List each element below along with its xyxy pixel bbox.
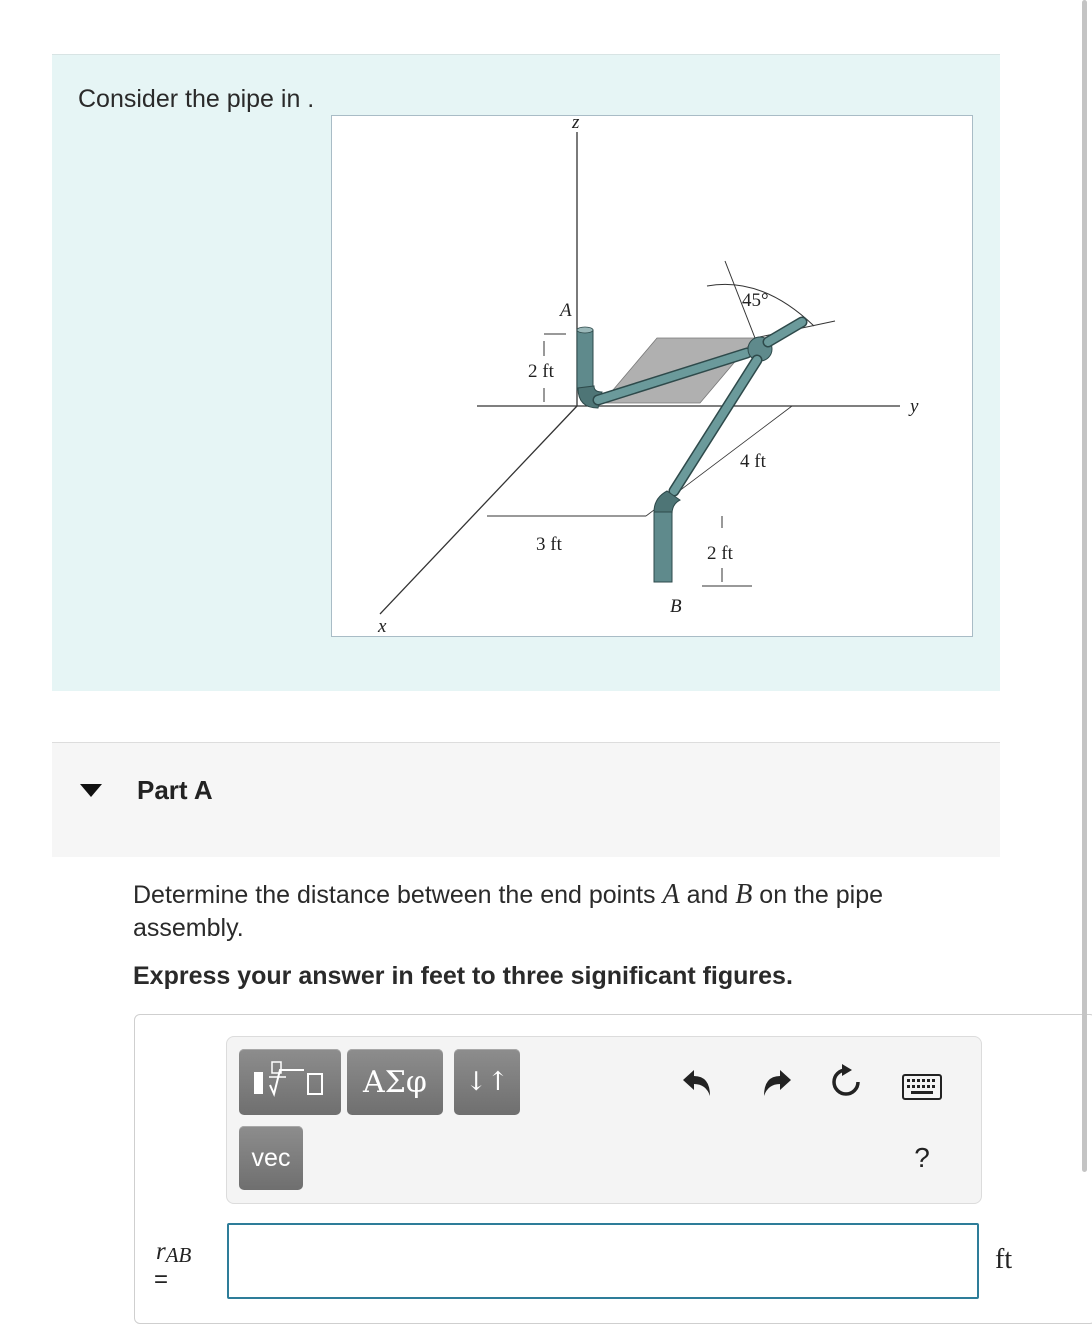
- label-4ft: 4 ft: [740, 451, 766, 472]
- label-z: z: [572, 116, 580, 133]
- question-part: and: [679, 881, 736, 909]
- answer-variable-label: [156, 1238, 191, 1266]
- var-main: r: [156, 1238, 166, 1265]
- vec-label: vec: [251, 1143, 291, 1172]
- pipe-segment-a: [577, 330, 593, 390]
- label-2ft-bottom: 2 ft: [707, 543, 733, 564]
- undo-icon[interactable]: [680, 1064, 716, 1100]
- answer-input[interactable]: [227, 1223, 979, 1299]
- problem-text: Consider the pipe in .: [78, 85, 315, 113]
- help-button[interactable]: ?: [914, 1142, 930, 1173]
- instruction-text: Express your answer in feet to three significant figures.: [133, 962, 793, 990]
- var-sub: AB: [165, 1243, 192, 1267]
- pipe-end-a: [577, 327, 593, 333]
- part-title: Part A: [137, 775, 213, 805]
- pipe-stub-fill: [768, 322, 802, 342]
- label-x: x: [378, 616, 387, 636]
- greek-label: ΑΣφ: [363, 1064, 427, 1100]
- label-b: B: [670, 596, 682, 617]
- problem-panel: [52, 54, 1000, 691]
- question-var-a: A: [662, 879, 680, 910]
- scrollbar[interactable]: [1082, 0, 1087, 1172]
- templates-button[interactable]: [239, 1049, 341, 1115]
- arrows-button[interactable]: [454, 1049, 520, 1115]
- reset-icon[interactable]: [826, 1062, 866, 1102]
- pipe-diagram: [332, 116, 972, 636]
- label-3ft: 3 ft: [536, 534, 562, 555]
- question-part: Determine the distance between the end points: [133, 881, 663, 909]
- label-angle: 45°: [742, 290, 769, 311]
- question-part: on the pipe assembly.: [133, 881, 884, 942]
- pipe-figure: [331, 115, 973, 637]
- question-text: [133, 878, 993, 945]
- part-a-header[interactable]: [52, 742, 1000, 857]
- question-var-b: B: [735, 879, 753, 910]
- redo-icon[interactable]: [758, 1064, 794, 1100]
- greek-symbols-button[interactable]: [347, 1049, 443, 1115]
- label-a: A: [560, 300, 572, 321]
- label-2ft-top: 2 ft: [528, 361, 554, 382]
- fraction-sqrt-template-icon: [250, 1060, 330, 1104]
- label-y: y: [910, 396, 919, 417]
- pipe-segment-b: [654, 512, 672, 582]
- collapse-caret-icon[interactable]: [80, 784, 102, 797]
- equals-sign: =: [154, 1266, 169, 1293]
- vector-button[interactable]: [239, 1126, 303, 1190]
- keyboard-icon[interactable]: [902, 1074, 942, 1100]
- x-axis: [380, 406, 577, 614]
- unit-label: ft: [995, 1244, 1013, 1275]
- arrows-label: ↓↑: [465, 1067, 509, 1097]
